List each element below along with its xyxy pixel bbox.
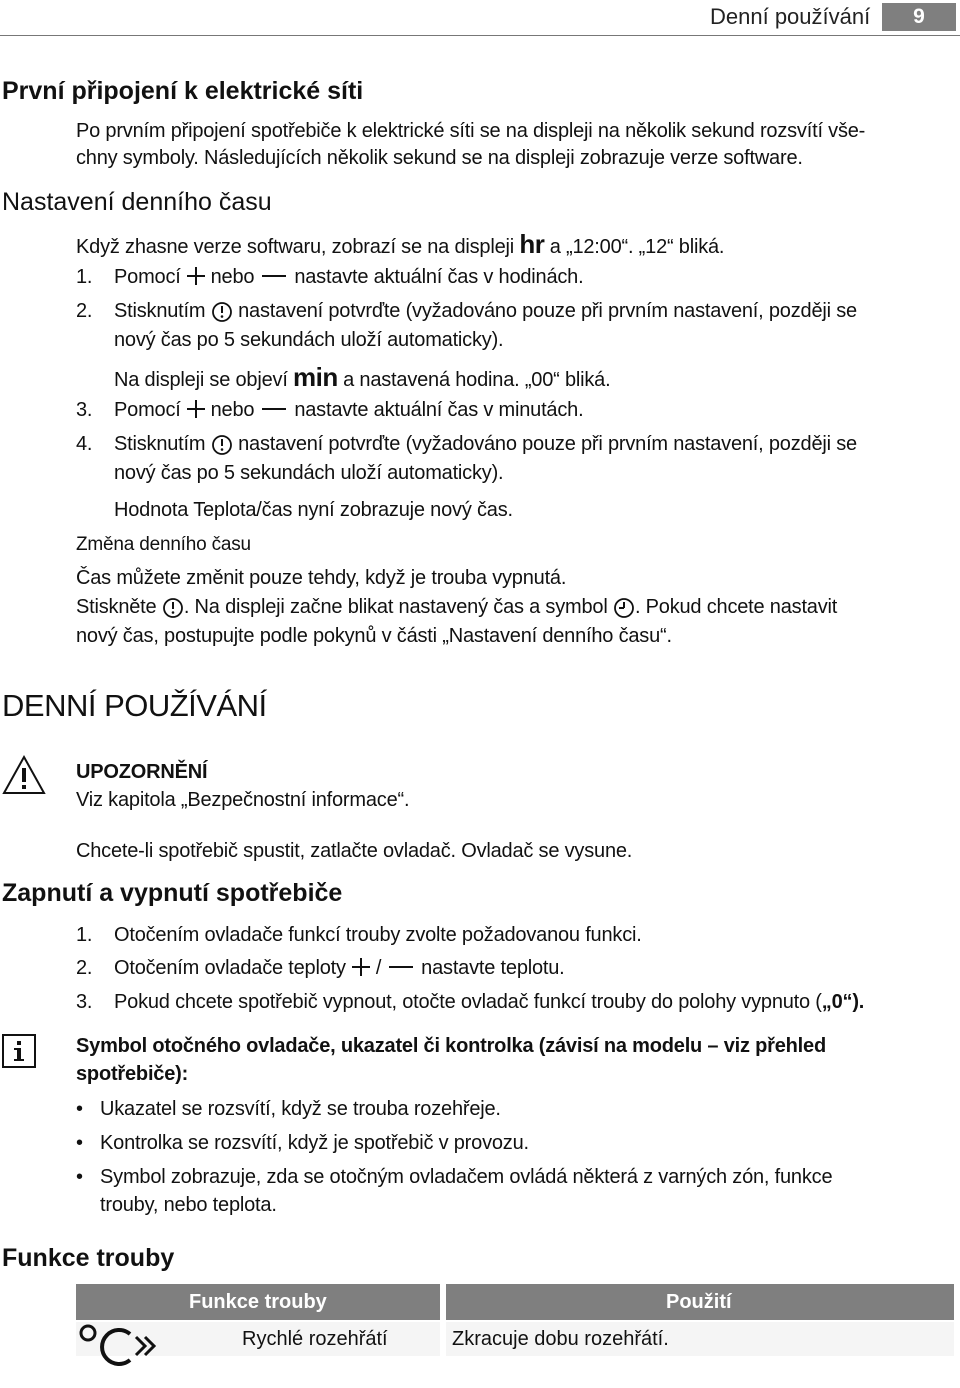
list-item-continuation: trouby, nebo teplota. bbox=[100, 1194, 277, 1216]
paragraph-line-with-icons bbox=[76, 595, 837, 619]
step-text: ). bbox=[852, 991, 865, 1013]
step-text: nastavte teplotu. bbox=[421, 957, 565, 979]
bullet-dot: • bbox=[76, 1166, 83, 1188]
warning-text: Viz kapitola „Bezpečnostní informace“. bbox=[76, 789, 410, 811]
clock-button-icon bbox=[211, 434, 233, 456]
plus-icon bbox=[352, 958, 370, 976]
step-3-text bbox=[114, 398, 583, 422]
minus-icon bbox=[389, 966, 413, 968]
step-3-text bbox=[114, 990, 864, 1014]
step-text: Otočením ovladače funkcí trouby zvolte požadovanou funkci. bbox=[114, 924, 642, 946]
step-number: 3. bbox=[76, 399, 93, 421]
warning-title: UPOZORNĚNÍ bbox=[76, 761, 208, 783]
step-text: nastavení potvrďte (vyžadováno pouze při prvním nastavení, později se bbox=[238, 300, 857, 322]
paragraph-text: . Pokud chcete nastavit bbox=[634, 596, 838, 618]
subsection-heading-change-time: Změna denního času bbox=[76, 534, 251, 555]
step-text: nastavte aktuální čas v minutách. bbox=[294, 399, 584, 421]
paragraph-text: Stiskněte bbox=[76, 596, 157, 618]
step-text: nový čas po 5 sekundách uloží automaticky). bbox=[114, 329, 504, 351]
function-name: Rychlé rozehřátí bbox=[242, 1328, 388, 1350]
step-number: 2. bbox=[76, 957, 93, 979]
clock-symbol-icon bbox=[613, 597, 635, 619]
paragraph-line: Čas můžete změnit pouze tehdy, když je trouba vypnutá. bbox=[76, 567, 567, 589]
step-4-text bbox=[114, 432, 857, 456]
clock-button-icon bbox=[211, 301, 233, 323]
step-text: Stisknutím bbox=[114, 300, 206, 322]
plus-icon bbox=[187, 400, 205, 418]
note-text: Na displeji se objeví bbox=[114, 369, 288, 391]
table-header-function bbox=[76, 1284, 440, 1320]
table-header-use bbox=[446, 1284, 954, 1320]
info-heading: spotřebiče): bbox=[76, 1063, 189, 1085]
list-item: Kontrolka se rozsvítí, když je spotřebič v provozu. bbox=[100, 1132, 529, 1154]
step-text: nastavení potvrďte (vyžadováno pouze při prvním nastavení, později se bbox=[238, 433, 857, 455]
clock-button-icon bbox=[162, 597, 184, 619]
step-1 bbox=[76, 265, 92, 289]
step-4-note: Hodnota Teplota/čas nyní zobrazuje nový čas. bbox=[114, 499, 513, 521]
rapid-heat-icon bbox=[78, 1324, 188, 1368]
header-rule bbox=[0, 35, 960, 36]
section-heading-oven-functions: Funkce trouby bbox=[2, 1244, 175, 1272]
min-display-symbol: min bbox=[293, 362, 338, 392]
header-title: Denní používání bbox=[710, 4, 871, 29]
off-position-value: „0“ bbox=[821, 991, 853, 1013]
subsection-heading-time: Nastavení denního času bbox=[2, 188, 272, 216]
bullet-dot: • bbox=[76, 1098, 83, 1120]
step-text: Otočením ovladače teploty bbox=[114, 957, 346, 979]
paragraph-line: nový čas, postupujte podle pokynů v části „Nastavení denního času“. bbox=[76, 625, 672, 647]
table-row bbox=[446, 1322, 954, 1356]
main-heading: DENNÍ POUŽÍVÁNÍ bbox=[2, 688, 267, 723]
intro-line bbox=[76, 229, 725, 259]
step-text: nastavte aktuální čas v hodinách. bbox=[294, 266, 584, 288]
step-2-note bbox=[114, 362, 611, 392]
step-text: nebo bbox=[210, 399, 255, 421]
table-row bbox=[76, 1322, 440, 1356]
intro-paragraph: Chcete-li spotřebič spustit, zatlačte ovladač. Ovladač se vysune. bbox=[76, 840, 633, 862]
list-item: Symbol zobrazuje, zda se otočným ovladačem ovládá některá z varných zón, funkce bbox=[100, 1166, 833, 1188]
list-item: Ukazatel se rozsvítí, když se trouba rozehřeje. bbox=[100, 1098, 501, 1120]
paragraph-line: chny symboly. Následujících několik sekund se na displeji zobrazuje verze software. bbox=[76, 147, 803, 169]
intro-text: Když zhasne verze softwaru, zobrazí se na displeji bbox=[76, 236, 514, 258]
step-text: Pomocí bbox=[114, 266, 181, 288]
step-text: Pokud chcete spotřebič vypnout, otočte ovladač funkcí trouby do polohy vypnuto ( bbox=[114, 991, 822, 1013]
column-header: Funkce trouby bbox=[189, 1291, 327, 1313]
page-number: 9 bbox=[882, 3, 956, 31]
step-text: Stisknutím bbox=[114, 433, 206, 455]
step-text: nový čas po 5 sekundách uloží automaticky). bbox=[114, 462, 504, 484]
step-text: / bbox=[375, 957, 382, 979]
step-number: 1. bbox=[76, 266, 93, 288]
section-heading-on-off: Zapnutí a vypnutí spotřebiče bbox=[2, 879, 343, 907]
step-number: 4. bbox=[76, 433, 93, 455]
hr-display-symbol: hr bbox=[519, 229, 545, 259]
warning-triangle-icon bbox=[2, 754, 46, 796]
step-text: nebo bbox=[210, 266, 255, 288]
step-2-text bbox=[114, 956, 565, 980]
section-heading-first-connection: První připojení k elektrické síti bbox=[2, 77, 364, 105]
step-text: Pomocí bbox=[114, 399, 181, 421]
paragraph-line: Po prvním připojení spotřebiče k elektrické síti se na displeji na několik sekund rozsvítí vše- bbox=[76, 120, 866, 142]
step-2-text bbox=[114, 299, 857, 323]
step-number: 3. bbox=[76, 991, 93, 1013]
function-use: Zkracuje dobu rozehřátí. bbox=[452, 1328, 669, 1350]
plus-icon bbox=[187, 267, 205, 285]
bullet-dot: • bbox=[76, 1132, 83, 1154]
step-1-text bbox=[114, 265, 583, 289]
note-text: a nastavená hodina. „00“ bliká. bbox=[343, 369, 611, 391]
minus-icon bbox=[262, 408, 286, 410]
intro-text: a „12:00“. „12“ bliká. bbox=[549, 236, 725, 258]
column-header: Použití bbox=[666, 1291, 732, 1313]
info-icon bbox=[2, 1034, 36, 1068]
info-heading: Symbol otočného ovladače, ukazatel či kontrolka (závisí na modelu – viz přehled bbox=[76, 1035, 826, 1057]
paragraph-text: . Na displeji začne blikat nastavený čas a symbol bbox=[183, 596, 608, 618]
step-number: 1. bbox=[76, 924, 93, 946]
minus-icon bbox=[262, 275, 286, 277]
step-number: 2. bbox=[76, 300, 93, 322]
